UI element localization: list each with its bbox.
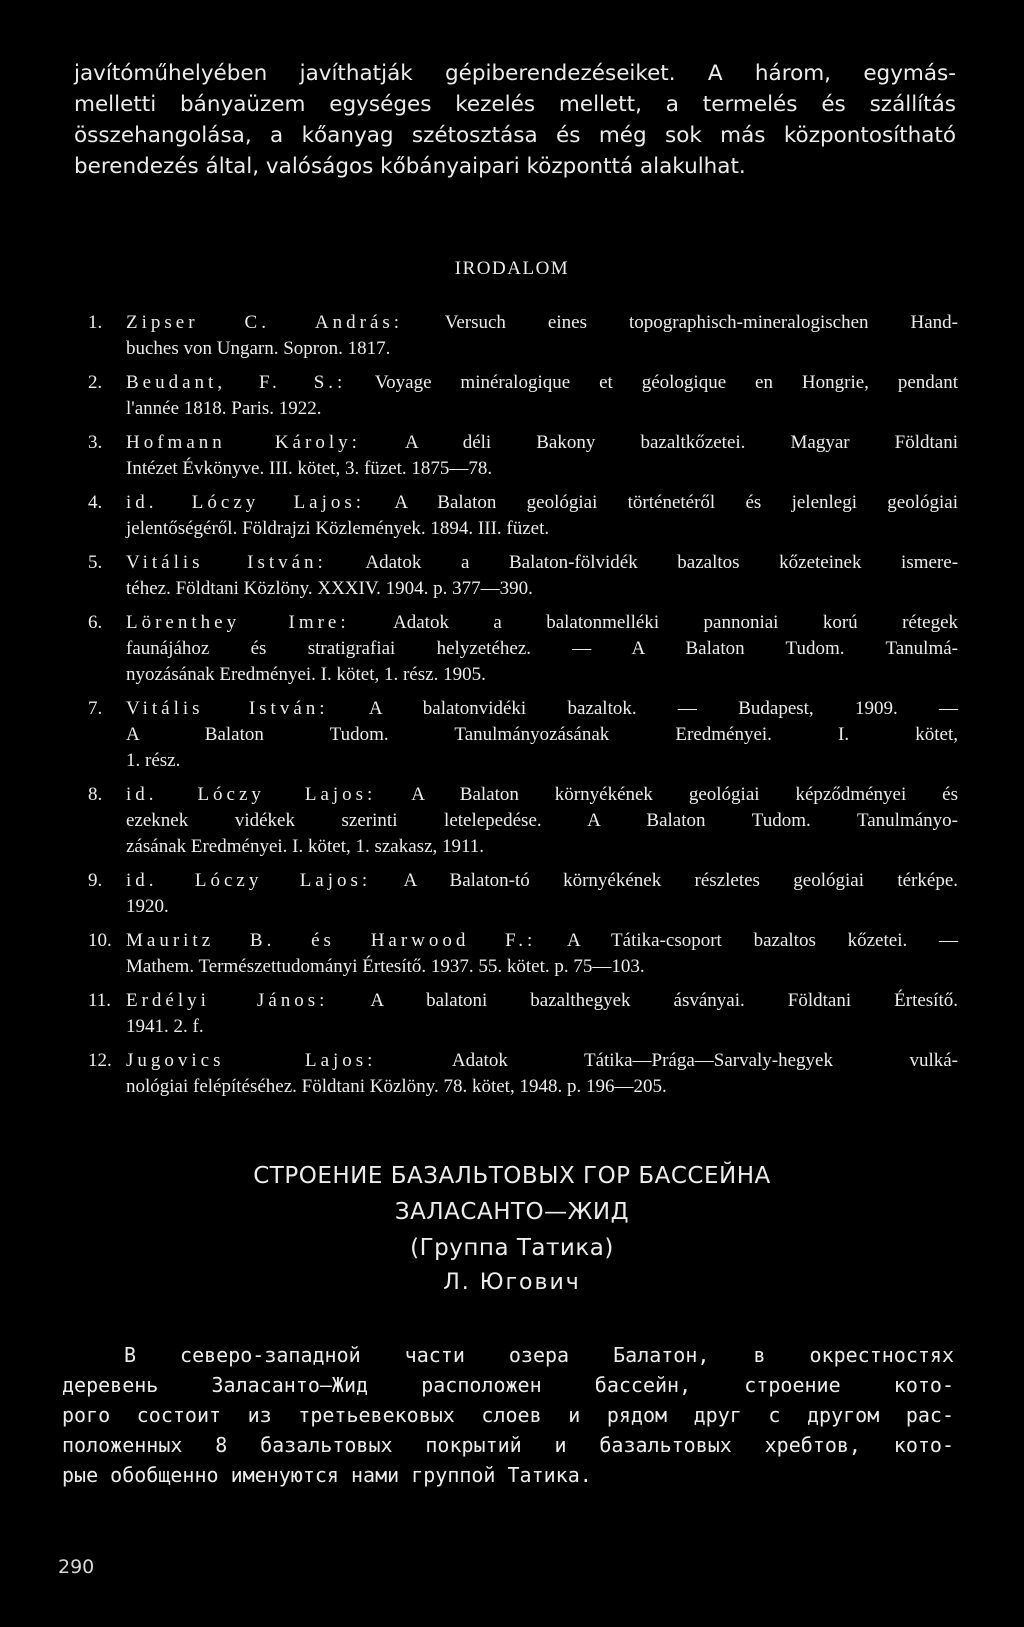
intro-line: melletti bányaüzem egységes kezelés mellett, a termelés és szállítás xyxy=(74,92,956,117)
reference-line xyxy=(126,550,958,576)
reference-line xyxy=(126,696,958,722)
reference-author: Vitális István: xyxy=(126,698,329,719)
reference-author: Mauritz B. és Harwood F.: xyxy=(126,930,537,951)
intro-line: javítóműhelyében javíthatják gépiberendezéseiket. A három, egymás- xyxy=(74,61,956,86)
reference-line: nyozásának Eredményei. I. kötet, 1. rész. 1905. xyxy=(126,664,486,685)
reference-number: 11. xyxy=(88,990,112,1011)
reference-line xyxy=(126,310,958,336)
russian-abstract xyxy=(62,1340,954,1490)
reference-text: A Balaton-tó környékének részletes geológiai térképe. xyxy=(403,870,959,891)
reference-author: Jugovics Lajos: xyxy=(126,1050,377,1071)
reference-text: A balatonvidéki bazaltok. — Budapest, 1909. — xyxy=(368,698,959,719)
page-number: 290 xyxy=(58,1556,95,1578)
reference-item xyxy=(88,490,958,542)
reference-item xyxy=(88,868,958,920)
reference-line xyxy=(126,610,958,636)
reference-item xyxy=(88,430,958,482)
reference-item xyxy=(88,928,958,980)
reference-line: 1920. xyxy=(126,896,169,917)
russian-abstract-line: В северо-западной части озера Балатон, в окрестностях xyxy=(124,1343,954,1367)
russian-author: Л. Югович xyxy=(443,1270,581,1295)
reference-text: Adatok a Balaton-fölvidék bazaltos kőzeteinek ismere- xyxy=(365,552,959,573)
reference-line: A Balaton Tudom. Tanulmányozásának Eredményei. I. kötet, xyxy=(126,724,958,745)
reference-line: Intézet Évkönyve. III. kötet, 3. füzet. 1875—78. xyxy=(126,458,493,479)
russian-abstract-line: положенных 8 базальтовых покрытий и базальтовых хребтов, кото- xyxy=(62,1433,954,1457)
reference-number: 3. xyxy=(88,432,103,453)
reference-line: faunájához és stratigrafiai helyzetéhez. — A Balaton Tudom. Tanulmá- xyxy=(126,638,958,659)
reference-author: id. Lóczy Lajos: xyxy=(126,492,366,513)
russian-subtitle: (Группа Татика) xyxy=(410,1235,614,1261)
reference-line: buches von Ungarn. Sopron. 1817. xyxy=(126,338,391,359)
reference-line xyxy=(126,1048,958,1074)
reference-line xyxy=(126,490,958,516)
intro-line: összehangolása, a kőanyag szétosztása és még sok más központosítható xyxy=(74,123,956,148)
reference-author: id. Lóczy Lajos: xyxy=(126,870,372,891)
reference-author: Hofmann Károly: xyxy=(126,432,361,453)
reference-number: 12. xyxy=(88,1050,112,1071)
reference-item xyxy=(88,370,958,422)
reference-line xyxy=(126,782,958,808)
reference-item xyxy=(88,988,958,1040)
reference-line: zásának Eredményei. I. kötet, 1. szakasz, 1911. xyxy=(126,836,485,857)
reference-item xyxy=(88,550,958,602)
reference-line xyxy=(126,928,958,954)
reference-line: 1941. 2. f. xyxy=(126,1016,204,1037)
reference-line: nológiai felépítéséhez. Földtani Közlöny. 78. kötet, 1948. p. 196—205. xyxy=(126,1076,667,1097)
reference-text: Adatok a balatonmelléki pannoniai korú rétegek xyxy=(393,612,958,633)
reference-text: A déli Bakony bazaltkőzetei. Magyar Földtani xyxy=(404,432,958,453)
reference-text: Voyage minéralogique et géologique en Hongrie, pendant xyxy=(374,372,958,393)
russian-abstract-line: рого состоит из третьевековых слоев и рядом друг с другом рас- xyxy=(62,1403,954,1427)
reference-line xyxy=(126,868,958,894)
russian-title xyxy=(0,1158,1024,1266)
section-title: IRODALOM xyxy=(454,258,570,279)
reference-author: Lörenthey Imre: xyxy=(126,612,350,633)
reference-line: 1. rész. xyxy=(126,750,181,771)
reference-line xyxy=(126,430,958,456)
reference-number: 2. xyxy=(88,372,103,393)
reference-line xyxy=(126,988,958,1014)
reference-author: Vitális István: xyxy=(126,552,327,573)
reference-line: jelentőségéről. Földrajzi Közlemények. 1894. III. füzet. xyxy=(126,518,550,539)
reference-text: A Balaton környékének geológiai képződményei és xyxy=(411,784,958,805)
reference-line: téhez. Földtani Közlöny. XXXIV. 1904. p. 377—390. xyxy=(126,578,533,599)
reference-number: 9. xyxy=(88,870,103,891)
reference-line: ezeknek vidékek szerinti letelepedése. A Balaton Tudom. Tanulmányo- xyxy=(126,810,958,831)
reference-text: Versuch eines topographisch-mineralogischen Hand- xyxy=(444,312,958,333)
russian-abstract-line: рые обобщенно именуются нами группой Татика. xyxy=(62,1463,592,1487)
reference-number: 1. xyxy=(88,312,103,333)
reference-number: 10. xyxy=(88,930,112,951)
reference-item xyxy=(88,610,958,688)
russian-title-line: СТРОЕНИЕ БАЗАЛЬТОВЫХ ГОР БАССЕЙНА xyxy=(253,1163,771,1189)
reference-text: A Balaton geológiai történetéről és jelenlegi geológiai xyxy=(394,492,958,513)
reference-line: l'année 1818. Paris. 1922. xyxy=(126,398,322,419)
reference-text: Adatok Tátika—Prága—Sarvaly-hegyek vulká- xyxy=(451,1050,959,1071)
reference-line: Mathem. Természettudományi Értesítő. 1937. 55. kötet. p. 75—103. xyxy=(126,956,645,977)
reference-item xyxy=(88,1048,958,1100)
reference-list xyxy=(88,310,958,1108)
reference-author: id. Lóczy Lajos: xyxy=(126,784,377,805)
reference-line xyxy=(126,370,958,396)
reference-text: A balatoni bazalthegyek ásványai. Földtani Értesítő. xyxy=(370,990,958,1011)
reference-number: 7. xyxy=(88,698,103,719)
russian-abstract-line: деревень Заласанто—Жид расположен бассейн, строение кото- xyxy=(62,1373,954,1397)
reference-number: 4. xyxy=(88,492,103,513)
reference-author: Beudant, F. S.: xyxy=(126,372,347,393)
reference-text: A Tátika-csoport bazaltos kőzetei. — xyxy=(566,930,958,951)
reference-number: 6. xyxy=(88,612,103,633)
reference-author: Zipser C. András: xyxy=(126,312,404,333)
intro-line: berendezés által, valóságos kőbányaipari központtá alakulhat. xyxy=(74,154,746,179)
reference-number: 5. xyxy=(88,552,103,573)
reference-item xyxy=(88,782,958,860)
reference-item xyxy=(88,310,958,362)
reference-number: 8. xyxy=(88,784,103,805)
intro-paragraph xyxy=(74,58,956,182)
reference-item xyxy=(88,696,958,774)
reference-author: Erdélyi János: xyxy=(126,990,329,1011)
russian-title-line: ЗАЛАСАНТО—ЖИД xyxy=(394,1199,630,1225)
